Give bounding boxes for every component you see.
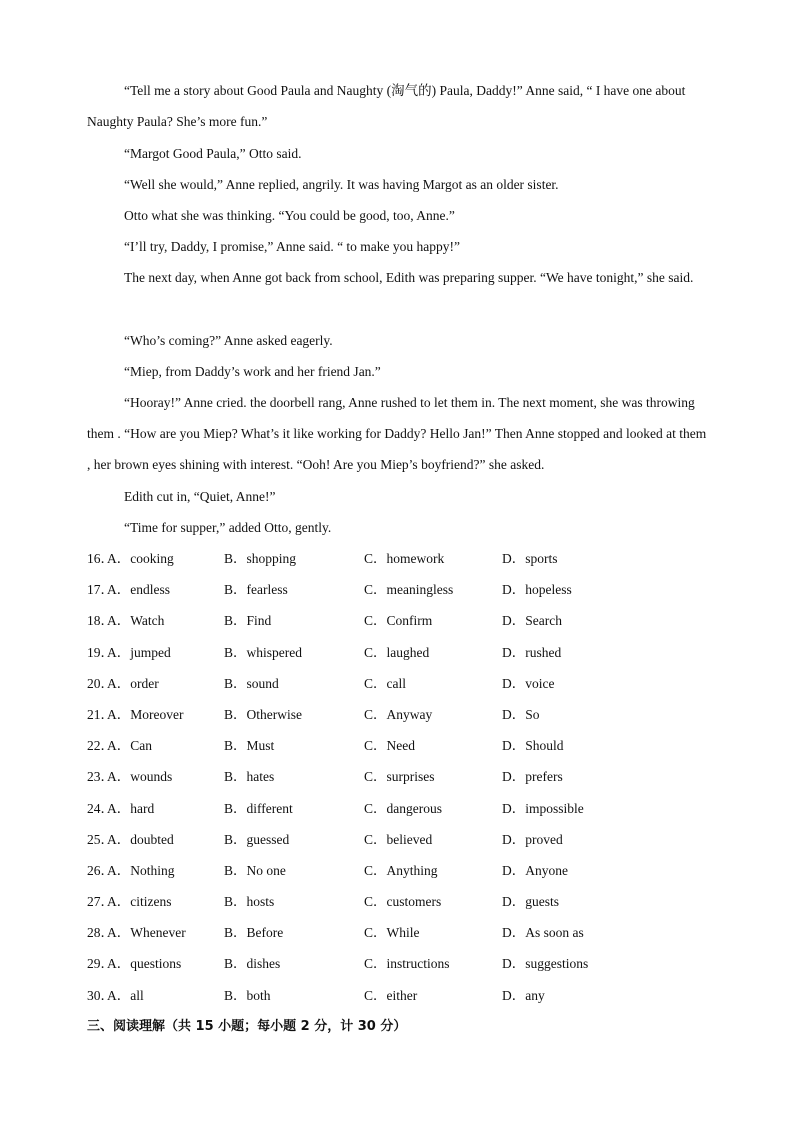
option-c: C．While: [364, 925, 420, 941]
option-d: D．Search: [502, 613, 562, 629]
passage-paragraph: Otto what she was thinking. “You could be good, too, Anne.”: [124, 208, 455, 223]
option-b: B．hosts: [224, 894, 275, 910]
question-row: [87, 948, 709, 979]
option-c: C．either: [364, 987, 418, 1003]
question-number: 19．: [87, 644, 114, 660]
question-number: 21．: [87, 706, 114, 722]
option-a: A．doubted: [107, 831, 174, 847]
option-a: A．Nothing: [107, 862, 175, 878]
passage-paragraph: “Miep, from Daddy’s work and her friend Jan.”: [124, 364, 381, 379]
option-d: D．prefers: [502, 769, 563, 785]
question-row: [87, 730, 709, 761]
option-b: B．sound: [224, 675, 279, 691]
option-a: A．jumped: [107, 644, 171, 660]
option-d: D．Anyone: [502, 862, 568, 878]
option-d: D．guests: [502, 894, 559, 910]
passage-paragraph: The next day, when Anne got back from school, Edith was preparing supper. “We have tonight,” she said.: [124, 270, 694, 285]
option-a: A．Can: [107, 738, 152, 754]
passage-paragraph: “I’ll try, Daddy, I promise,” Anne said. “ to make you happy!”: [124, 239, 461, 254]
option-d: D．proved: [502, 831, 563, 847]
passage-paragraph: “Tell me a story about Good Paula and Naughty (淘气的) Paula, Daddy!” Anne said, “ I have one about Naughty Paula? She’s more fun.”: [87, 83, 686, 129]
question-number: 26．: [87, 862, 114, 878]
option-c: C．call: [364, 675, 406, 691]
option-a: A．all: [107, 987, 144, 1003]
question-number: 27．: [87, 894, 114, 910]
question-row: [87, 668, 709, 699]
question-row: [87, 980, 709, 1011]
question-row: [87, 543, 709, 574]
question-row: [87, 605, 709, 636]
option-c: C．homework: [364, 551, 445, 566]
option-a: A．Watch: [107, 613, 165, 629]
option-c: C．dangerous: [364, 800, 442, 816]
option-b: B．fearless: [224, 582, 288, 598]
option-a: A．hard: [107, 800, 155, 816]
question-row: [87, 761, 709, 792]
option-a: A．citizens: [107, 894, 172, 910]
option-d: D．Should: [502, 738, 564, 754]
option-b: B．whispered: [224, 644, 302, 660]
question-row: [87, 855, 709, 886]
question-number: 18．: [87, 613, 114, 629]
option-a: A．Moreover: [107, 706, 184, 722]
question-row: [87, 917, 709, 948]
question-number: 29．: [87, 956, 114, 972]
option-c: C．Need: [364, 738, 415, 754]
option-b: B．hates: [224, 769, 275, 785]
option-d: D．rushed: [502, 644, 562, 660]
question-number: 25．: [87, 831, 114, 847]
question-number: 16．: [87, 551, 114, 566]
option-a: A．order: [107, 675, 159, 691]
option-b: B．different: [224, 800, 293, 816]
option-c: C．laughed: [364, 644, 430, 660]
option-a: A．wounds: [107, 769, 173, 785]
passage-paragraph: “Well she would,” Anne replied, angrily. It was having Margot as an older sister.: [124, 177, 559, 192]
option-c: C．Confirm: [364, 613, 433, 629]
passage-paragraph: “Hooray!” Anne cried. the doorbell rang, Anne rushed to let them in. The next moment, she was throwing them . “How are you Miep? What’s it like working for Daddy? Hello Jan!” Then Anne stopped and looked at them , her brown eyes shining with interest. “Ooh! Are you Miep’s boyfriend?” she asked.: [87, 395, 707, 472]
option-c: C．believed: [364, 831, 433, 847]
option-b: B．Find: [224, 613, 272, 629]
passage-paragraph: “Margot Good Paula,” Otto said.: [124, 146, 302, 161]
option-c: C．Anything: [364, 862, 438, 878]
option-d: D．As soon as: [502, 925, 584, 941]
section-heading: 三、阅读理解（共 15 小题；每小题 2 分，计 30 分）: [87, 1019, 407, 1034]
question-number: 22．: [87, 738, 114, 754]
option-c: C．Anyway: [364, 706, 433, 722]
question-row: [87, 574, 709, 605]
question-row: [87, 793, 709, 824]
option-a: A．endless: [107, 582, 170, 598]
question-number: 20．: [87, 675, 114, 691]
option-b: B．Before: [224, 925, 284, 941]
option-d: D．suggestions: [502, 956, 589, 972]
option-d: D．impossible: [502, 800, 584, 816]
option-b: B．guessed: [224, 831, 290, 847]
option-b: B．Otherwise: [224, 706, 302, 722]
option-b: B．both: [224, 987, 271, 1003]
question-number: 24．: [87, 800, 114, 816]
passage-paragraph: “Time for supper,” added Otto, gently.: [124, 520, 332, 535]
option-a: A．questions: [107, 956, 182, 972]
option-a: A．cooking: [107, 551, 174, 566]
question-row: [87, 637, 709, 668]
passage-paragraph: “Who’s coming?” Anne asked eagerly.: [124, 333, 333, 348]
option-c: C．surprises: [364, 769, 435, 785]
option-b: B．No one: [224, 862, 286, 878]
question-number: 28．: [87, 925, 114, 941]
multiple-choice-options: [87, 543, 709, 1011]
question-row: [87, 886, 709, 917]
option-d: D．hopeless: [502, 582, 572, 598]
option-b: B．Must: [224, 738, 275, 754]
option-d: D．sports: [502, 551, 558, 566]
option-a: A．Whenever: [107, 925, 186, 941]
option-b: B．shopping: [224, 551, 297, 566]
option-d: D．voice: [502, 675, 555, 691]
question-number: 23．: [87, 769, 114, 785]
question-row: [87, 699, 709, 730]
option-b: B．dishes: [224, 956, 281, 972]
option-c: C．meaningless: [364, 582, 454, 598]
option-d: D．So: [502, 706, 540, 722]
option-d: D．any: [502, 987, 545, 1003]
question-number: 17．: [87, 582, 114, 598]
option-c: C．instructions: [364, 956, 450, 972]
question-row: [87, 824, 709, 855]
passage-paragraph: Edith cut in, “Quiet, Anne!”: [124, 489, 276, 504]
option-c: C．customers: [364, 894, 442, 910]
question-number: 30．: [87, 987, 114, 1003]
